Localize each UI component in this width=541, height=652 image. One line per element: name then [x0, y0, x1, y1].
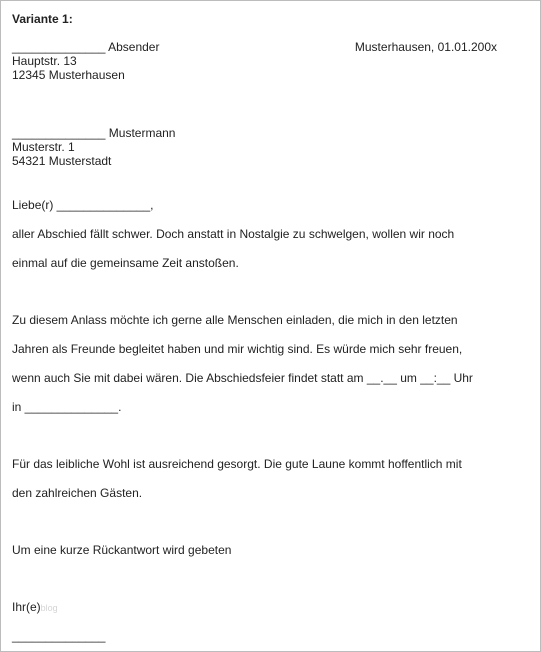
closing-text: Ihr(e)	[12, 600, 41, 614]
sender-city: 12345 Musterhausen	[12, 68, 125, 82]
salutation: Liebe(r) ______________,	[12, 198, 154, 212]
paragraph2-line4: in ______________.	[12, 400, 122, 414]
recipient-street: Musterstr. 1	[12, 140, 75, 154]
paragraph3-line2: den zahlreichen Gästen.	[12, 486, 143, 500]
closing	[12, 600, 58, 615]
place-date: Musterhausen, 01.01.200x	[354, 40, 497, 54]
paragraph1-line2: einmal auf die gemeinsame Zeit anstoßen.	[12, 256, 239, 270]
recipient-city: 54321 Musterstadt	[12, 154, 112, 168]
recipient-name-line: ______________ Mustermann	[12, 126, 176, 140]
signature-line: ______________	[12, 629, 106, 643]
paragraph1-line1: aller Abschied fällt schwer. Doch anstatt in Nostalgie zu schwelgen, wollen wir noch	[12, 227, 455, 241]
variant-heading: Variante 1:	[12, 12, 73, 26]
paragraph2-line1: Zu diesem Anlass möchte ich gerne alle Menschen einladen, die mich in den letzten	[12, 313, 458, 327]
sender-name-line: ______________ Absender	[12, 40, 160, 54]
reply-request: Um eine kurze Rückantwort wird gebeten	[12, 543, 232, 557]
paragraph2-line2: Jahren als Freunde begleitet haben und mir wichtig sind. Es würde mich sehr freuen,	[12, 342, 463, 356]
sender-street: Hauptstr. 13	[12, 54, 77, 68]
paragraph2-line3: wenn auch Sie mit dabei wären. Die Abschiedsfeier findet statt am __.__ um __:__ Uhr	[12, 371, 473, 385]
watermark-text: blog	[40, 603, 58, 613]
paragraph3-line1: Für das leibliche Wohl ist ausreichend gesorgt. Die gute Laune kommt hoffentlich mit	[12, 457, 462, 471]
